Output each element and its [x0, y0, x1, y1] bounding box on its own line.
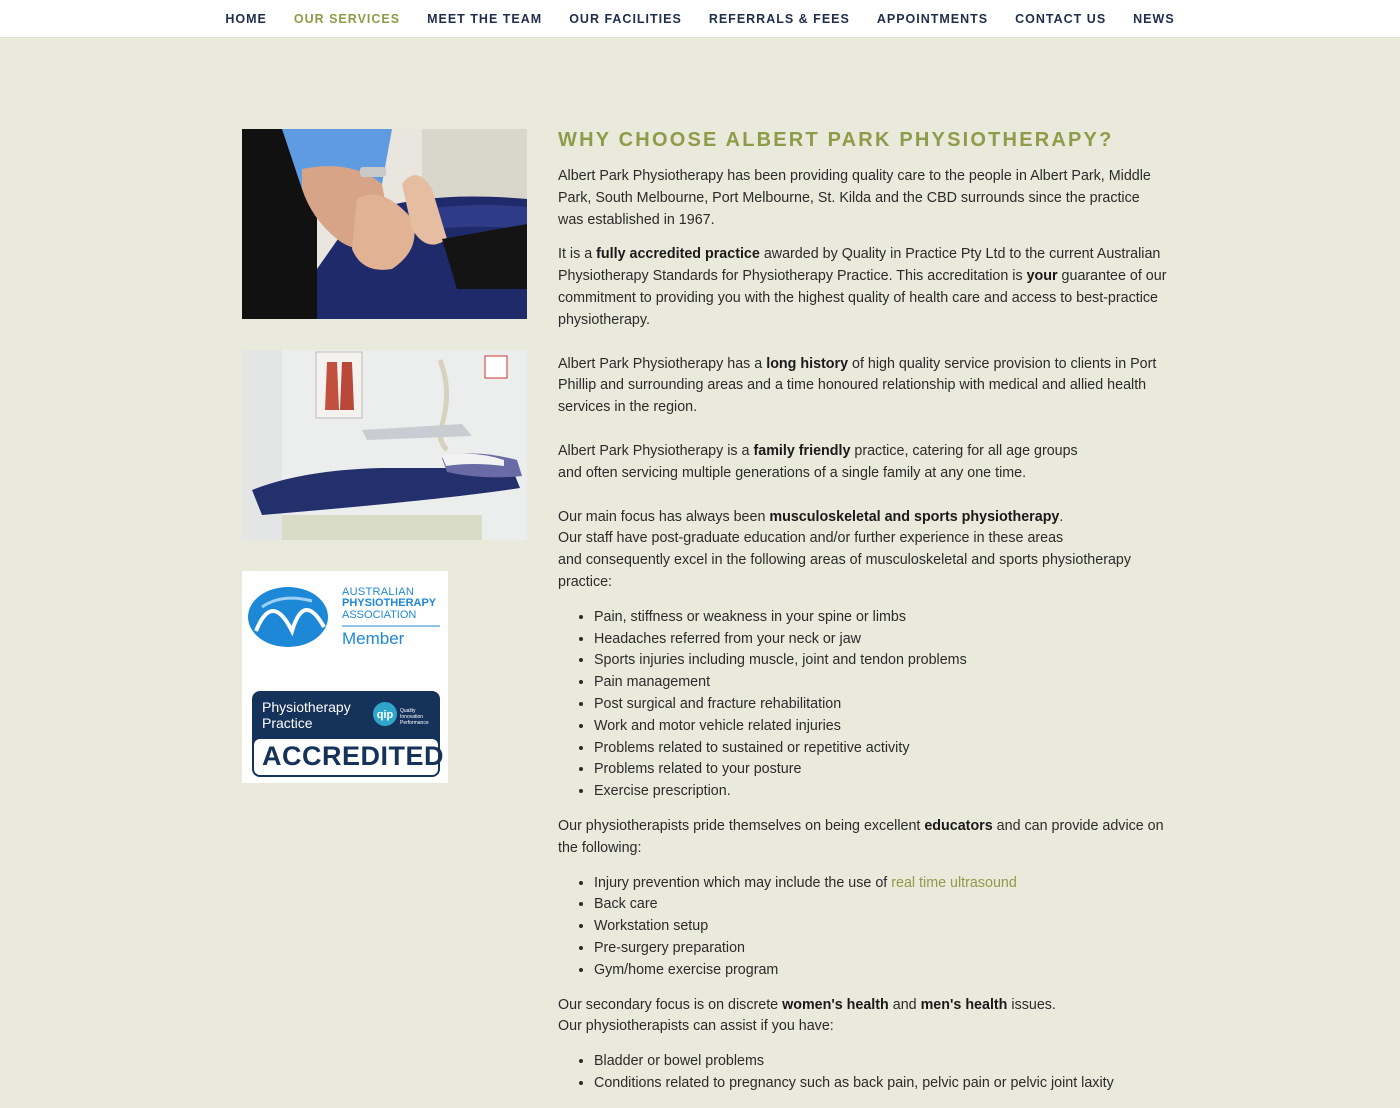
- nav-home[interactable]: HOME: [225, 11, 267, 26]
- top-navigation: [0, 0, 1400, 38]
- focus-paragraph: Our main focus has always been musculoskeletal and sports physiotherapy. Our staff have post-graduate education and/or further experience in these areas and consequently excel in the following areas of musculoskeletal and sports physiotherapy practice:: [558, 508, 1132, 590]
- apa-member-label: Member: [342, 629, 405, 648]
- apa-line2: PHYSIOTHERAPY: [342, 597, 437, 609]
- family-paragraph: Albert Park Physiotherapy is a family friendly practice, catering for all age groups and often servicing multiple generations of a single family at any one time.: [558, 442, 1078, 481]
- list-item: • Headaches referred from your neck or jaw: [594, 629, 1168, 651]
- real-time-ultrasound-link[interactable]: real time ultrasound: [891, 874, 1017, 891]
- list-item: • Post surgical and fracture rehabilitation: [594, 694, 1168, 716]
- page-title: WHY CHOOSE ALBERT PARK PHYSIOTHERAPY?: [558, 129, 1114, 151]
- accreditation-badges: [242, 571, 448, 783]
- accredited-stamp: ACCREDITED: [262, 741, 445, 771]
- treatment-photo: [242, 129, 527, 319]
- treatment-room-image: [242, 350, 527, 540]
- list-item: • Gym/home exercise program: [594, 960, 1168, 982]
- svg-text:qip: qip: [376, 709, 394, 721]
- list-item: • Pre-surgery preparation: [594, 938, 1168, 960]
- nav-meet-the-team[interactable]: MEET THE TEAM: [427, 11, 543, 26]
- list-item: • Workstation setup: [594, 916, 1168, 938]
- treatment-room-photo: [242, 350, 527, 540]
- intro-paragraph: Albert Park Physiotherapy has been providing quality care to the people in Albert Park, Middle Park, South Melbourne, Port Melbourne, St. Kilda and the CBD surrounds since the practice was established in 1967.: [558, 168, 1151, 228]
- accreditation-paragraph: It is a fully accredited practice awarded by Quality in Practice Pty Ltd to the current Australian Physiotherapy Standards for Physiotherapy Practice. This accreditation is your guarantee of our commitment to providing you with the highest quality of health care and access to best-practice physiotherapy.: [558, 246, 1167, 328]
- list-item: • Pain management: [594, 672, 1168, 694]
- list-item: • Conditions related to pregnancy such as back pain, pelvic pain or pelvic joint laxity: [594, 1073, 1168, 1095]
- nav-contact-us[interactable]: CONTACT US: [1015, 11, 1107, 26]
- qip-line3: Performance: [400, 720, 429, 726]
- nav-our-services[interactable]: OUR SERVICES: [293, 11, 401, 26]
- main-content: [558, 129, 1168, 1108]
- apa-line3: ASSOCIATION: [342, 609, 417, 621]
- nav-appointments[interactable]: APPOINTMENTS: [876, 11, 989, 26]
- apa-line1: AUSTRALIAN: [342, 586, 415, 598]
- accredited-line1: Physiotherapy: [262, 699, 351, 715]
- advice-list: [558, 873, 1168, 982]
- list-item: • Pain, stiffness or weakness in your spine or limbs: [594, 607, 1168, 629]
- nav-referrals-fees[interactable]: REFERRALS & FEES: [708, 11, 850, 26]
- qip-line2: Innovation: [400, 714, 424, 720]
- list-item: • Back care: [594, 894, 1168, 916]
- musculoskeletal-list: [558, 607, 1168, 803]
- list-item: • Exercise prescription.: [594, 781, 1168, 803]
- accredited-line2: Practice: [262, 715, 313, 731]
- list-item: • Work and motor vehicle related injuries: [594, 716, 1168, 738]
- foot-treatment-image: [242, 129, 527, 319]
- left-column: [242, 129, 532, 783]
- womens-mens-health-list: [558, 1051, 1168, 1095]
- nav-news[interactable]: NEWS: [1133, 11, 1175, 26]
- list-item: • Sports injuries including muscle, joint and tendon problems: [594, 650, 1168, 672]
- list-item: • Problems related to your posture: [594, 759, 1168, 781]
- page-body: [0, 38, 1400, 1104]
- nav-our-facilities[interactable]: OUR FACILITIES: [569, 11, 682, 26]
- educators-paragraph: Our physiotherapists pride themselves on being excellent educators and can provide advice on the following:: [558, 817, 1164, 856]
- qip-line1: Quality: [400, 708, 416, 714]
- secondary-focus-paragraph: Our secondary focus is on discrete women's health and men's health issues. Our physiotherapists can assist if you have:: [558, 996, 1056, 1035]
- list-item: • Bladder or bowel problems: [594, 1051, 1168, 1073]
- history-paragraph: Albert Park Physiotherapy has a long history of high quality service provision to clients in Port Phillip and surrounding areas and a time honoured relationship with medical and allied health services in the region.: [558, 355, 1157, 416]
- list-item: • Injury prevention which may include the use of real time ultrasound: [594, 873, 1168, 895]
- list-item: • Problems related to sustained or repetitive activity: [594, 738, 1168, 760]
